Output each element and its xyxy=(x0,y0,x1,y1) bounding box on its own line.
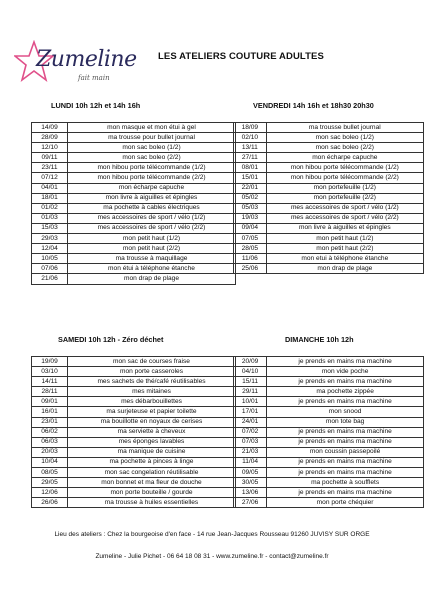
schedule-table-lundi xyxy=(31,122,236,285)
table-row xyxy=(234,264,424,274)
table-row xyxy=(32,183,236,193)
session-date: 23/11 xyxy=(32,163,68,173)
session-project: mon petit haut (2/2) xyxy=(266,244,423,254)
table-row xyxy=(234,143,424,153)
session-date: 20/03 xyxy=(32,447,68,457)
session-date: 07/03 xyxy=(234,437,267,447)
session-date: 02/10 xyxy=(234,133,267,143)
table-row xyxy=(234,437,424,447)
session-date: 16/01 xyxy=(32,407,68,417)
session-date: 11/04 xyxy=(234,457,267,467)
table-row xyxy=(234,123,424,133)
logo-name: Zumeline xyxy=(36,47,137,72)
session-date: 27/06 xyxy=(234,498,267,508)
session-project: je prends en mains ma machine xyxy=(267,397,424,407)
table-row xyxy=(32,377,236,387)
session-date: 04/10 xyxy=(234,367,267,377)
session-date: 08/01 xyxy=(234,163,267,173)
session-project: je prends en mains ma machine xyxy=(267,377,424,387)
session-date: 09/01 xyxy=(32,397,68,407)
session-project: mon hibou porte télécommande (2/2) xyxy=(68,173,236,183)
session-date: 09/11 xyxy=(32,153,68,163)
session-date: 13/11 xyxy=(234,143,267,153)
table-row xyxy=(32,123,236,133)
session-date: 28/11 xyxy=(32,387,68,397)
table-row xyxy=(234,377,424,387)
schedule-table-vendredi xyxy=(233,122,424,274)
session-date: 13/06 xyxy=(234,488,267,498)
table-row xyxy=(32,447,236,457)
session-date: 19/09 xyxy=(32,357,68,367)
table-row xyxy=(32,254,236,264)
session-date: 10/04 xyxy=(32,457,68,467)
session-date: 05/03 xyxy=(234,203,267,213)
table-row xyxy=(234,254,424,264)
table-row xyxy=(32,234,236,244)
session-date: 26/06 xyxy=(32,498,68,508)
session-date: 11/06 xyxy=(234,254,267,264)
session-date: 18/01 xyxy=(32,193,68,203)
schedule-table-samedi xyxy=(31,356,236,508)
table-row xyxy=(32,427,236,437)
session-project: je prends en mains ma machine xyxy=(267,488,424,498)
table-row xyxy=(234,447,424,457)
table-row xyxy=(234,417,424,427)
section-title-lundi: LUNDI 10h 12h et 14h 16h xyxy=(51,101,141,110)
section-title-dimanche: DIMANCHE 10h 12h xyxy=(285,335,354,344)
session-project: mon petit haut (1/2) xyxy=(68,234,236,244)
session-project: mon coussin passepoilé xyxy=(267,447,424,457)
session-date: 29/11 xyxy=(234,387,267,397)
session-project: mon sac boleo (1/2) xyxy=(68,143,236,153)
session-date: 01/03 xyxy=(32,213,68,223)
session-project: mes débarbouillettes xyxy=(68,397,236,407)
session-project: mon masque et mon étui à gel xyxy=(68,123,236,133)
schedule-table-dimanche xyxy=(233,356,424,508)
session-project: ma pochette zippée xyxy=(267,387,424,397)
session-date: 24/01 xyxy=(234,417,267,427)
table-row xyxy=(234,153,424,163)
table-row xyxy=(32,143,236,153)
session-date: 03/10 xyxy=(32,367,68,377)
session-project: mon sac boleo (2/2) xyxy=(266,143,423,153)
session-project: ma bouillotte en noyaux de cerises xyxy=(68,417,236,427)
session-project: mon hibou porte télécommande (1/2) xyxy=(266,163,423,173)
section-title-samedi: SAMEDI 10h 12h - Zéro déchet xyxy=(58,335,164,344)
section-title-vendredi: VENDREDI 14h 16h et 18h30 20h30 xyxy=(253,101,374,110)
session-date: 09/05 xyxy=(234,468,267,478)
session-project: ma trousse pour bullet journal xyxy=(68,133,236,143)
session-project: mon sac boleo (2/2) xyxy=(68,153,236,163)
session-date: 05/02 xyxy=(234,193,267,203)
session-project: mes sachets de thé/café réutilisables xyxy=(68,377,236,387)
session-date: 20/09 xyxy=(234,357,267,367)
session-project: mon hibou porte télécommande (2/2) xyxy=(266,173,423,183)
session-project: mon petit haut (1/2) xyxy=(266,234,423,244)
logo xyxy=(14,40,137,88)
session-project: mon écharpe capuche xyxy=(68,183,236,193)
table-row xyxy=(234,488,424,498)
session-project: mes accessoires de sport / vélo (2/2) xyxy=(266,213,423,223)
session-project: mon portefeuille (2/2) xyxy=(266,193,423,203)
table-row xyxy=(234,193,424,203)
table-row xyxy=(32,153,236,163)
session-date: 07/06 xyxy=(32,264,68,274)
table-row xyxy=(32,357,236,367)
session-date: 12/04 xyxy=(32,244,68,254)
table-row xyxy=(32,397,236,407)
table-row xyxy=(32,387,236,397)
session-date: 08/05 xyxy=(32,468,68,478)
table-row xyxy=(234,173,424,183)
table-row xyxy=(234,367,424,377)
footer-contact: Zumeline - Julie Pichet - 06 64 18 08 31 - www.zumeline.fr - contact@zumeline.fr xyxy=(95,553,329,560)
session-date: 28/05 xyxy=(234,244,267,254)
session-project: mon petit haut (2/2) xyxy=(68,244,236,254)
table-row xyxy=(32,437,236,447)
session-date: 15/11 xyxy=(234,377,267,387)
session-project: ma pochette à soufflets xyxy=(267,478,424,488)
session-date: 06/02 xyxy=(32,427,68,437)
session-date: 07/05 xyxy=(234,234,267,244)
session-date: 12/10 xyxy=(32,143,68,153)
table-row xyxy=(32,163,236,173)
table-row xyxy=(32,173,236,183)
session-project: mon hibou porte télécommande (1/2) xyxy=(68,163,236,173)
table-row xyxy=(234,387,424,397)
session-project: mon vide poche xyxy=(267,367,424,377)
table-row xyxy=(32,457,236,467)
session-project: mon tote bag xyxy=(267,417,424,427)
session-date: 15/01 xyxy=(234,173,267,183)
session-project: ma serviette à cheveux xyxy=(68,427,236,437)
table-row xyxy=(32,193,236,203)
session-date: 09/04 xyxy=(234,223,267,233)
session-project: mes accessoires de sport / vélo (1/2) xyxy=(68,213,236,223)
session-project: mon sac congelation réutilisable xyxy=(68,468,236,478)
table-row xyxy=(234,213,424,223)
table-row xyxy=(32,223,236,233)
session-project: ma pochette à cables électriques xyxy=(68,203,236,213)
session-date: 19/03 xyxy=(234,213,267,223)
session-date: 28/09 xyxy=(32,133,68,143)
session-date: 12/06 xyxy=(32,488,68,498)
session-date: 01/02 xyxy=(32,203,68,213)
table-row xyxy=(234,133,424,143)
session-project: ma surjeteuse et papier toilette xyxy=(68,407,236,417)
table-row xyxy=(32,274,236,284)
table-row xyxy=(234,234,424,244)
session-project: mes accessoires de sport / vélo (1/2) xyxy=(266,203,423,213)
table-row xyxy=(234,478,424,488)
table-row xyxy=(234,468,424,478)
session-date: 14/11 xyxy=(32,377,68,387)
table-row xyxy=(32,203,236,213)
table-row xyxy=(32,244,236,254)
session-date: 14/09 xyxy=(32,123,68,133)
session-project: mon livre à aiguilles et épingles xyxy=(266,223,423,233)
table-row xyxy=(32,367,236,377)
session-date: 10/05 xyxy=(32,254,68,264)
session-date: 21/03 xyxy=(234,447,267,457)
session-project: mon snood xyxy=(267,407,424,417)
session-project: mon bonnet et ma fleur de douche xyxy=(68,478,236,488)
session-project: mon drap de plage xyxy=(266,264,423,274)
session-project: je prends en mains ma machine xyxy=(267,357,424,367)
footer-address: Lieu des ateliers : Chez la bourgeoise d'en face - 14 rue Jean-Jacques Rousseau 91260 JUVISY SUR ORGE xyxy=(54,531,370,538)
session-project: mon porte casseroles xyxy=(68,367,236,377)
session-project: mon livre à aiguilles et épingles xyxy=(68,193,236,203)
session-date: 23/01 xyxy=(32,417,68,427)
session-project: mon etui à téléphone étanche xyxy=(266,254,423,264)
session-project: ma trousse bullet journal xyxy=(266,123,423,133)
session-date: 06/03 xyxy=(32,437,68,447)
session-date: 17/01 xyxy=(234,407,267,417)
session-date: 18/09 xyxy=(234,123,267,133)
table-row xyxy=(234,357,424,367)
session-project: je prends en mains ma machine xyxy=(267,468,424,478)
session-project: mes mitaines xyxy=(68,387,236,397)
session-project: mon sac boleo (1/2) xyxy=(266,133,423,143)
session-project: mon drap de plage xyxy=(68,274,236,284)
table-row xyxy=(32,468,236,478)
session-project: ma trousse à maquillage xyxy=(68,254,236,264)
table-row xyxy=(32,213,236,223)
session-project: je prends en mains ma machine xyxy=(267,437,424,447)
table-row xyxy=(234,223,424,233)
session-date: 30/05 xyxy=(234,478,267,488)
session-date: 10/01 xyxy=(234,397,267,407)
table-row xyxy=(234,427,424,437)
session-project: mon porte chéquier xyxy=(267,498,424,508)
session-project: mon porte bouteille / gourde xyxy=(68,488,236,498)
table-row xyxy=(234,397,424,407)
table-row xyxy=(32,133,236,143)
session-date: 07/12 xyxy=(32,173,68,183)
logo-tagline: fait main xyxy=(78,74,110,82)
session-date: 29/05 xyxy=(32,478,68,488)
table-row xyxy=(234,457,424,467)
session-date: 27/11 xyxy=(234,153,267,163)
table-row xyxy=(32,407,236,417)
session-date: 25/06 xyxy=(234,264,267,274)
session-project: ma manique de cuisine xyxy=(68,447,236,457)
table-row xyxy=(234,203,424,213)
session-project: mes éponges lavables xyxy=(68,437,236,447)
session-date: 07/02 xyxy=(234,427,267,437)
table-row xyxy=(32,264,236,274)
session-date: 29/03 xyxy=(32,234,68,244)
session-date: 15/03 xyxy=(32,223,68,233)
table-row xyxy=(234,407,424,417)
table-row xyxy=(234,244,424,254)
session-project: ma trousse à huiles essentielles xyxy=(68,498,236,508)
session-date: 22/01 xyxy=(234,183,267,193)
session-project: mes accessoires de sport / vélo (2/2) xyxy=(68,223,236,233)
session-project: mon portefeuille (1/2) xyxy=(266,183,423,193)
table-row xyxy=(234,498,424,508)
session-date: 21/06 xyxy=(32,274,68,284)
session-project: je prends en mains ma machine xyxy=(267,457,424,467)
page-title: LES ATELIERS COUTURE ADULTES xyxy=(158,51,324,62)
table-row xyxy=(32,488,236,498)
session-project: mon sac de courses fraise xyxy=(68,357,236,367)
table-row xyxy=(234,183,424,193)
session-project: mon étui à téléphone étanche xyxy=(68,264,236,274)
session-date: 04/01 xyxy=(32,183,68,193)
table-row xyxy=(32,498,236,508)
table-row xyxy=(32,417,236,427)
table-row xyxy=(234,163,424,173)
table-row xyxy=(32,478,236,488)
session-project: je prends en mains ma machine xyxy=(267,427,424,437)
session-project: ma pochette à pinces à linge xyxy=(68,457,236,467)
session-project: mon écharpe capuche xyxy=(266,153,423,163)
